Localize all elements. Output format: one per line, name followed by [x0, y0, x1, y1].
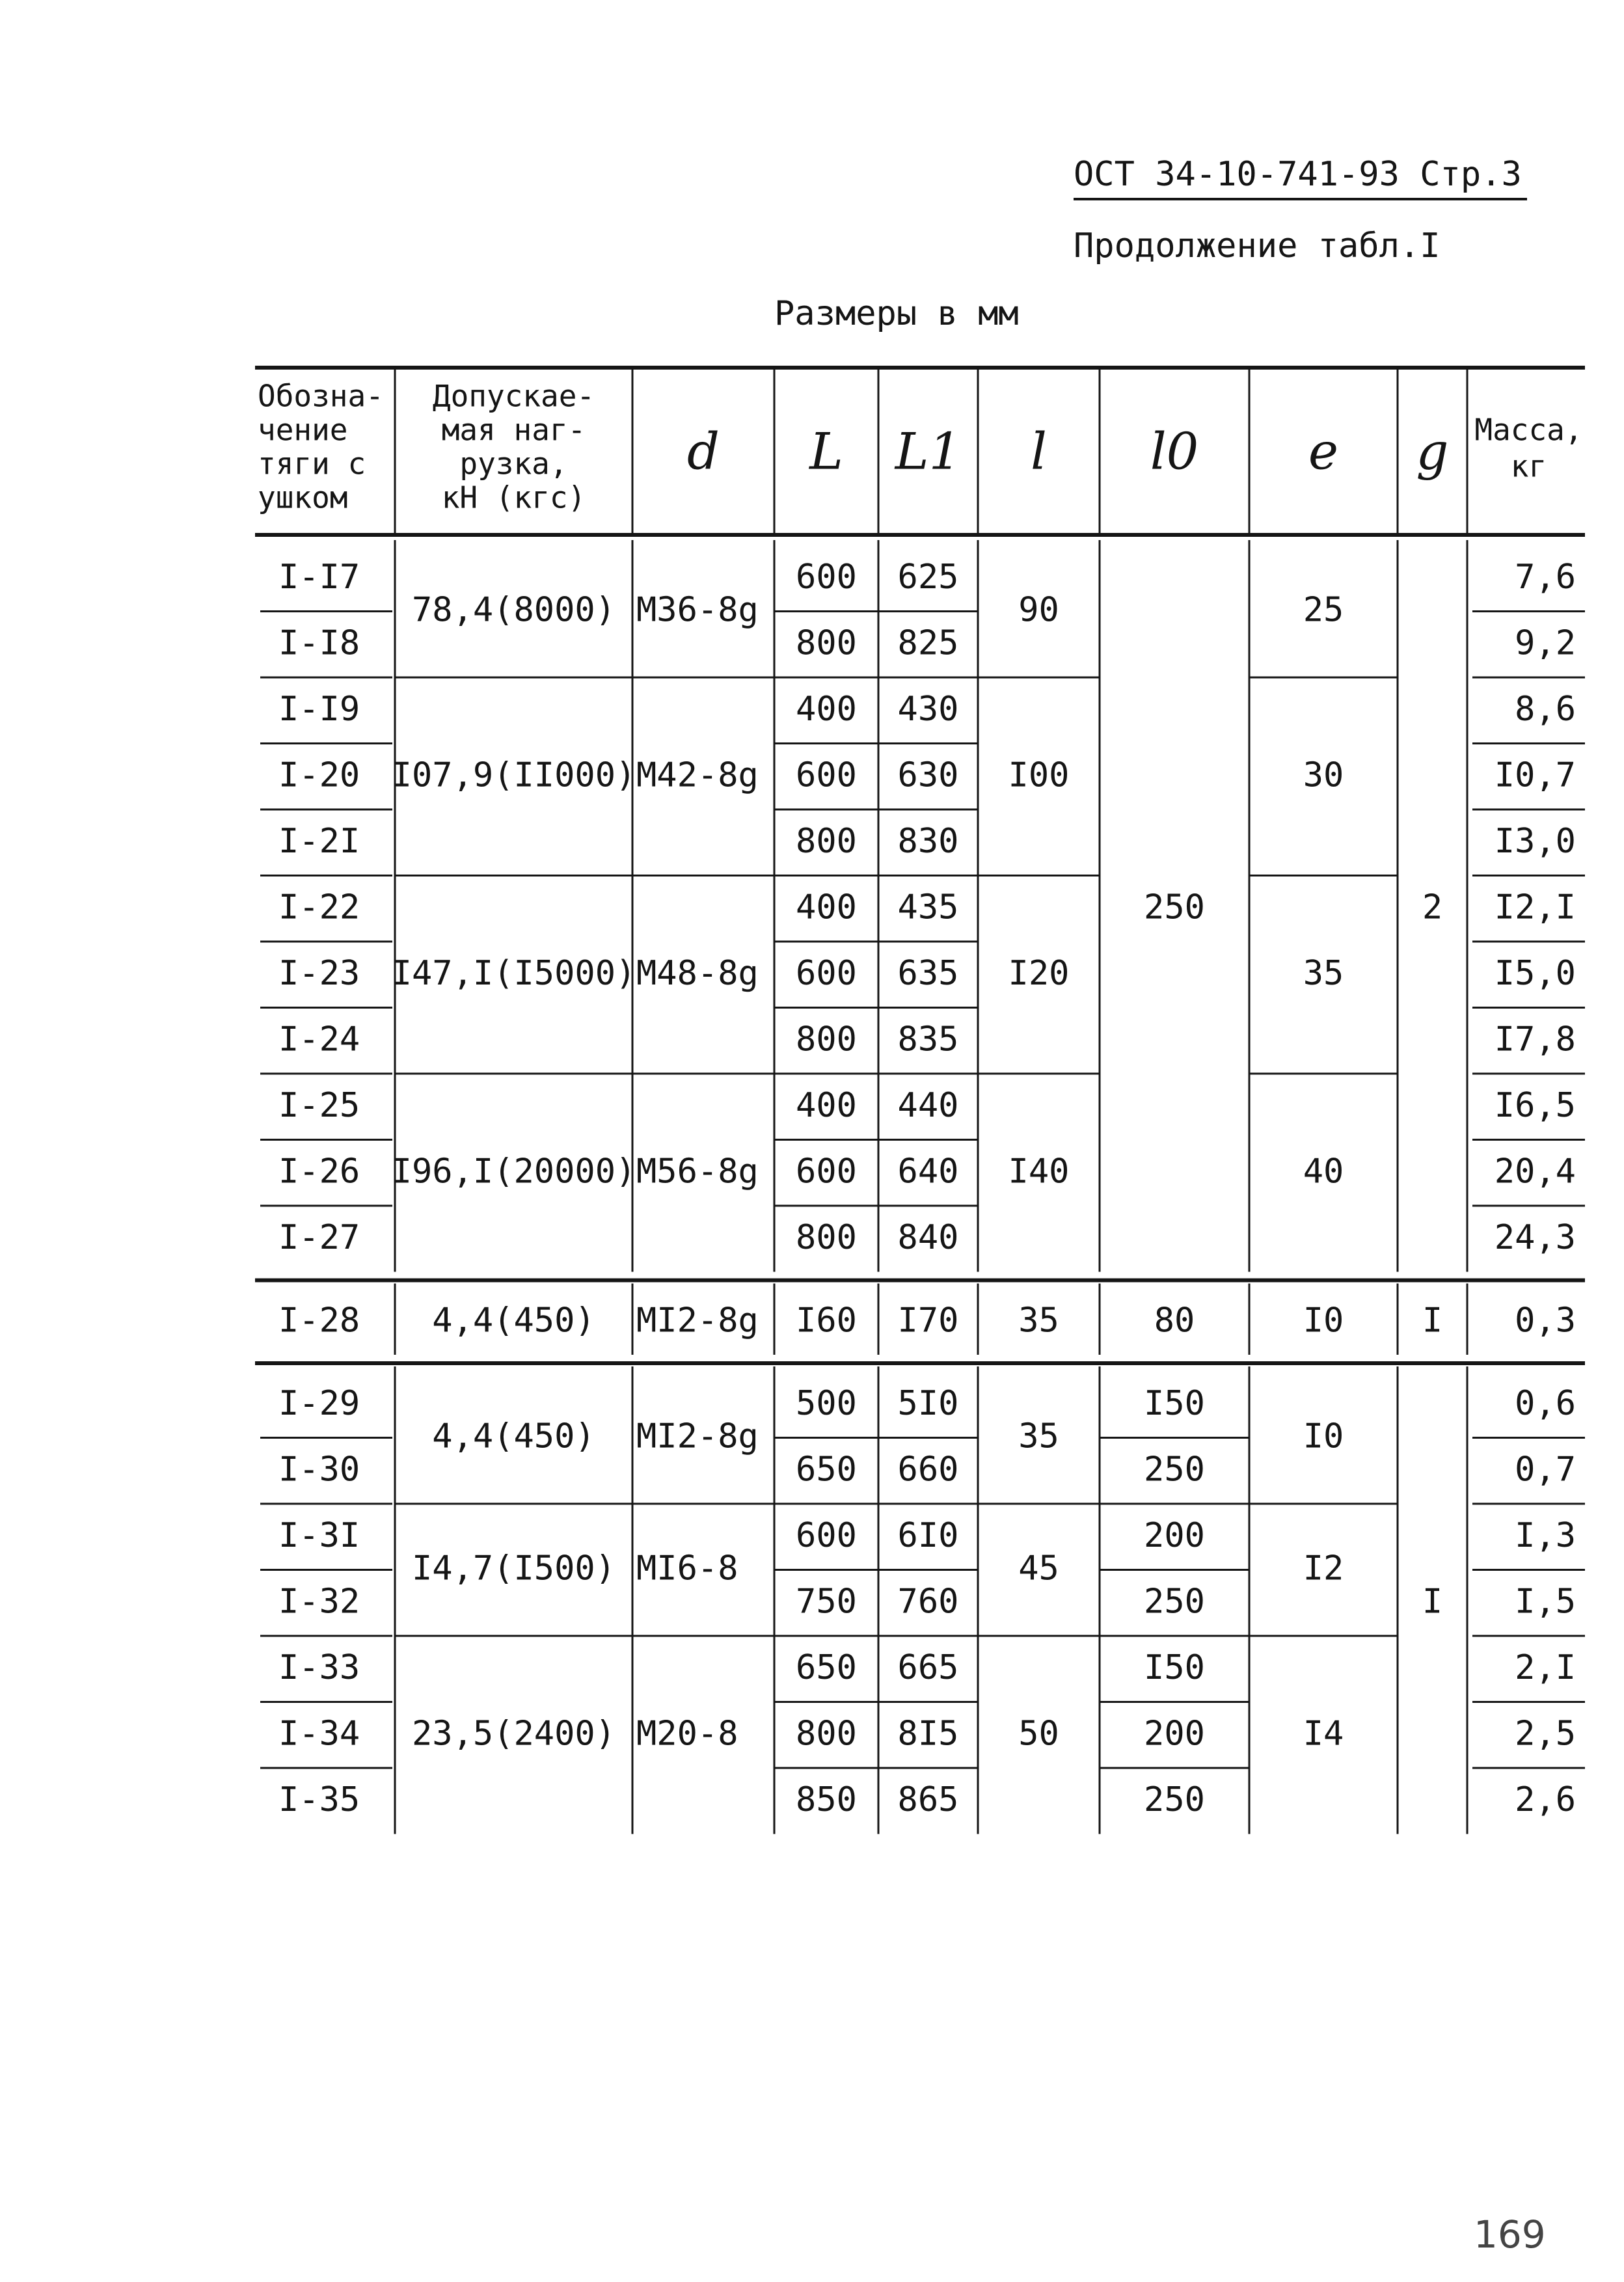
designation-cell: I-29 [278, 1383, 360, 1423]
designation-cell: I-35 [278, 1780, 360, 1819]
L-cell: I60 [796, 1301, 857, 1340]
designation-cell: I-2I [278, 821, 360, 861]
designation-cell: I-25 [278, 1085, 360, 1125]
l-cell: 35 [1018, 1301, 1059, 1340]
mass-cell: 24,3 [1494, 1217, 1576, 1257]
L-cell: 600 [796, 1515, 857, 1555]
l-cell: I40 [1008, 1152, 1070, 1191]
l-cell: 90 [1018, 590, 1059, 630]
table-continuation-note: Продолжение табл.I [1074, 226, 1441, 265]
L1-cell: 625 [897, 557, 959, 597]
L1-cell: 825 [897, 623, 959, 663]
e-cell: 30 [1303, 755, 1344, 795]
header-load-line: рузка, [459, 446, 568, 482]
L1-cell: 665 [897, 1648, 959, 1687]
designation-cell: I-30 [278, 1450, 360, 1489]
mass-cell: I6,5 [1494, 1085, 1576, 1125]
header-L1: L1 [895, 422, 962, 482]
L1-cell: 660 [897, 1450, 959, 1489]
L1-cell: 430 [897, 689, 959, 729]
thread-cell: М20-8 [636, 1714, 738, 1754]
thread-cell: М36-8g [636, 590, 759, 630]
header-l: l [1031, 422, 1047, 482]
thread-cell: М48-8g [636, 953, 759, 993]
mass-cell: 2,5 [1515, 1714, 1576, 1754]
thread-cell: М56-8g [636, 1152, 759, 1191]
L1-cell: 630 [897, 755, 959, 795]
mass-cell: 7,6 [1515, 557, 1576, 597]
thread-cell: М42-8g [636, 755, 759, 795]
mass-cell: I5,0 [1494, 953, 1576, 993]
thread-cell: МI6-8 [636, 1549, 738, 1588]
e-cell: 35 [1303, 953, 1344, 993]
header-load-line: мая наг- [441, 412, 586, 448]
thread-cell: МI2-8g [636, 1417, 759, 1456]
L1-cell: 835 [897, 1020, 959, 1059]
load-cell: I96,I(20000) [391, 1152, 636, 1191]
mass-cell: 20,4 [1494, 1152, 1576, 1191]
L-cell: 400 [796, 888, 857, 927]
l-cell: I00 [1008, 755, 1070, 795]
header-designation-line: Обозна- [258, 378, 384, 414]
L-cell: 400 [796, 1085, 857, 1125]
designation-cell: I-26 [278, 1152, 360, 1191]
mass-cell: 9,2 [1515, 623, 1576, 663]
L1-cell: 5I0 [897, 1383, 959, 1423]
L1-cell: 760 [897, 1582, 959, 1622]
mass-cell: I,3 [1515, 1515, 1576, 1555]
L-cell: 600 [796, 557, 857, 597]
header-load-line: Допускае- [432, 378, 595, 414]
l0-cell: 200 [1144, 1714, 1205, 1754]
thread-cell: МI2-8g [636, 1301, 759, 1340]
g-cell: 2 [1422, 888, 1443, 927]
L1-cell: 635 [897, 953, 959, 993]
L-cell: 500 [796, 1383, 857, 1423]
l-cell: 35 [1018, 1417, 1059, 1456]
g-cell: I [1422, 1582, 1443, 1622]
header-designation-line: тяги с [258, 446, 366, 482]
load-cell: 78,4(8000) [411, 590, 616, 630]
header-L: L [809, 422, 843, 482]
header-l0: l0 [1150, 422, 1199, 482]
L1-cell: 435 [897, 888, 959, 927]
l-cell: 45 [1018, 1549, 1059, 1588]
mass-cell: 8,6 [1515, 689, 1576, 729]
L1-cell: 8I5 [897, 1714, 959, 1754]
load-cell: 4,4(450) [432, 1417, 595, 1456]
l0-cell: 250 [1144, 888, 1205, 927]
load-cell: I47,I(I5000) [391, 953, 636, 993]
L1-cell: 840 [897, 1217, 959, 1257]
mass-cell: I7,8 [1494, 1020, 1576, 1059]
designation-cell: I-22 [278, 888, 360, 927]
L1-cell: 440 [897, 1085, 959, 1125]
mass-cell: I2,I [1494, 888, 1576, 927]
l0-cell: 250 [1144, 1582, 1205, 1622]
L1-cell: 640 [897, 1152, 959, 1191]
mass-cell: 0,7 [1515, 1450, 1576, 1489]
L-cell: 800 [796, 1714, 857, 1754]
L1-cell: 6I0 [897, 1515, 959, 1555]
mass-cell: 0,6 [1515, 1383, 1576, 1423]
designation-cell: I-33 [278, 1648, 360, 1687]
designation-cell: I-32 [278, 1582, 360, 1622]
L-cell: 800 [796, 1217, 857, 1257]
mass-cell: 2,I [1515, 1648, 1576, 1687]
l0-cell: 250 [1144, 1780, 1205, 1819]
L1-cell: 830 [897, 821, 959, 861]
page-number: 169 [1474, 2212, 1546, 2257]
header-g: g [1416, 422, 1449, 482]
mass-cell: I0,7 [1494, 755, 1576, 795]
l-cell: I20 [1008, 953, 1070, 993]
l0-cell: 200 [1144, 1515, 1205, 1555]
L-cell: 600 [796, 953, 857, 993]
designation-cell: I-20 [278, 755, 360, 795]
header-designation-line: ушком [258, 480, 348, 515]
e-cell: I0 [1303, 1417, 1344, 1456]
header-mass-line: кг [1510, 448, 1547, 484]
designation-cell: I-I9 [278, 689, 360, 729]
load-cell: 23,5(2400) [411, 1714, 616, 1754]
designation-cell: I-I7 [278, 557, 360, 597]
e-cell: 40 [1303, 1152, 1344, 1191]
L-cell: 850 [796, 1780, 857, 1819]
designation-cell: I-28 [278, 1301, 360, 1340]
designation-cell: I-23 [278, 953, 360, 993]
header-d: d [687, 422, 720, 482]
mass-cell: 2,6 [1515, 1780, 1576, 1819]
l0-cell: 250 [1144, 1450, 1205, 1489]
e-cell: I0 [1303, 1301, 1344, 1340]
header-designation-line: чение [258, 412, 348, 448]
load-cell: I4,7(I500) [411, 1549, 616, 1588]
mass-cell: I,5 [1515, 1582, 1576, 1622]
L-cell: 400 [796, 689, 857, 729]
l0-cell: 80 [1154, 1301, 1195, 1340]
units-note: Размеры в мм [774, 294, 1019, 333]
l-cell: 50 [1018, 1714, 1059, 1754]
designation-cell: I-I8 [278, 623, 360, 663]
designation-cell: I-34 [278, 1714, 360, 1754]
L-cell: 650 [796, 1648, 857, 1687]
L-cell: 750 [796, 1582, 857, 1622]
L-cell: 600 [796, 755, 857, 795]
l0-cell: I50 [1144, 1648, 1205, 1687]
L-cell: 800 [796, 623, 857, 663]
header-mass-line: Масса, [1474, 412, 1583, 448]
l0-cell: I50 [1144, 1383, 1205, 1423]
designation-cell: I-27 [278, 1217, 360, 1257]
designation-cell: I-24 [278, 1020, 360, 1059]
L-cell: 800 [796, 1020, 857, 1059]
e-cell: 25 [1303, 590, 1344, 630]
header-load-line: кН (кгс) [441, 480, 586, 515]
g-cell: I [1422, 1301, 1443, 1340]
e-cell: I4 [1303, 1714, 1344, 1754]
mass-cell: I3,0 [1494, 821, 1576, 861]
designation-cell: I-3I [278, 1515, 360, 1555]
mass-cell: 0,3 [1515, 1301, 1576, 1340]
header-e: e [1308, 422, 1339, 482]
document-code: ОСТ 34-10-741-93 Стр.3 [1074, 155, 1527, 200]
L-cell: 650 [796, 1450, 857, 1489]
load-cell: 4,4(450) [432, 1301, 595, 1340]
L-cell: 800 [796, 821, 857, 861]
L1-cell: I70 [897, 1301, 959, 1340]
L1-cell: 865 [897, 1780, 959, 1819]
L-cell: 600 [796, 1152, 857, 1191]
e-cell: I2 [1303, 1549, 1344, 1588]
load-cell: I07,9(II000) [391, 755, 636, 795]
